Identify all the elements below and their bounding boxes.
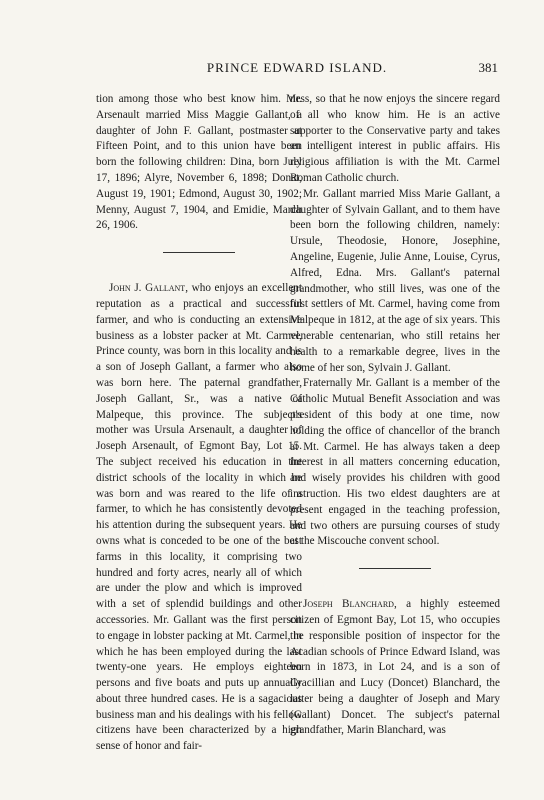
paragraph-joseph-blanchard <box>290 597 500 739</box>
left-column <box>96 92 302 755</box>
subject-name: Joseph Blanchard, <box>303 598 397 611</box>
page-header <box>96 60 498 80</box>
paragraph-text: a highly esteemed citizen of Egmont Bay, Lot 15, who occupies the responsible position of inspector for the Acadian schools of Prince Edward Island, was born in 1873, in Lot 24, and is a son of Gracillian and Lucy (Doncet) Blanchard, the latter being a daughter of Joseph and Mary (Gallant) Doncet. The subject's paternal grandfather, Marin Blanchard, was <box>290 598 500 737</box>
paragraph-text: who enjoys an excellent reputation as a practical and successful farmer, and who is conducting an extensive business as a lobster packer at Mt. Carmel, Prince county, was born in this locality and is a son of Joseph Gallant, a farmer who also was born here. The paternal grandfather, Joseph Gallant, Sr., was a native of Malpeque, this province. The subject's mother was Ursula Arsenault, a daughter of Joseph Arsenault, of Egmont Bay, Lot 15. The subject received his education in the district schools of the locality in which he was born and was reared to the life of a farmer, to which he has consistently devoted his attention during the subsequent years. He owns what is conceded to be one of the best farms in this locality, it comprising two hundred and forty acres, nearly all of which are under the plow and which is improved with a set of splendid buildings and other accessories. Mr. Gallant was the first person to engage in lobster packing at Mt. Carmel, in which he has been employed during the last twenty-one years. He employs eighteen persons and five boats and puts up annually about three hundred cases. He is a sagacious business man and his dealings with his fellow citizens have been characterized by a high sense of honor and fair- <box>96 282 302 753</box>
running-title: PRINCE EDWARD ISLAND. <box>206 60 388 75</box>
paragraph-continued: ness, so that he now enjoys the sincere regard of all who know him. He is an active supporter to the Conservative party and takes an intelligent interest in public affairs. His religious affiliation is with the Mt. Carmel Roman Catholic church. <box>290 93 500 184</box>
right-column <box>290 92 500 739</box>
paragraph-marriage: Mr. Gallant married Miss Marie Gallant, a daughter of Sylvain Gallant, and to them have been born the following children, namely: Ursule, Theodosie, Honore, Josephine, Angeline, Eugenie, Julie Anne, Louise, Cyrus, Alfred, Edna. Mrs. Gallant's paternal grandmother, who still lives, was one of the first settlers of Mt. Carmel, having come from Malpeque in 1812, at the age of six years. This venerable centenarian, who still retains her health to a remarkable degree, lives in the home of her son, Sylvain J. Gallant. <box>290 187 500 374</box>
subject-name: John J. Gallant, <box>109 282 188 295</box>
section-divider <box>359 568 431 569</box>
paragraph-john-gallant <box>96 281 302 755</box>
paragraph-fraternal: Fraternally Mr. Gallant is a member of the Catholic Mutual Benefit Association and was president of this body at one time, now holding the office of chancellor of the branch at Mt. Carmel. He has always taken a deep interest in all matters concerning education, and wisely provides his children with good instruction. His two eldest daughters are at present engaged in the teaching profession, and two others are pursuing courses of study at the Miscouche convent school. <box>290 377 500 548</box>
paragraph-continued: tion among those who best know him. Mr. Arsenault married Miss Maggie Gallant, a daughter of John F. Gallant, postmaster at Fifteen Point, and to this union have been born the following children: Dina, born July 17, 1896; Alyre, November 6, 1898; Donat, August 19, 1901; Edmond, August 30, 1902; Menny, August 7, 1904, and Emidie, March 26, 1906. <box>96 93 302 232</box>
section-divider <box>163 252 235 253</box>
page-number: 381 <box>478 60 498 75</box>
